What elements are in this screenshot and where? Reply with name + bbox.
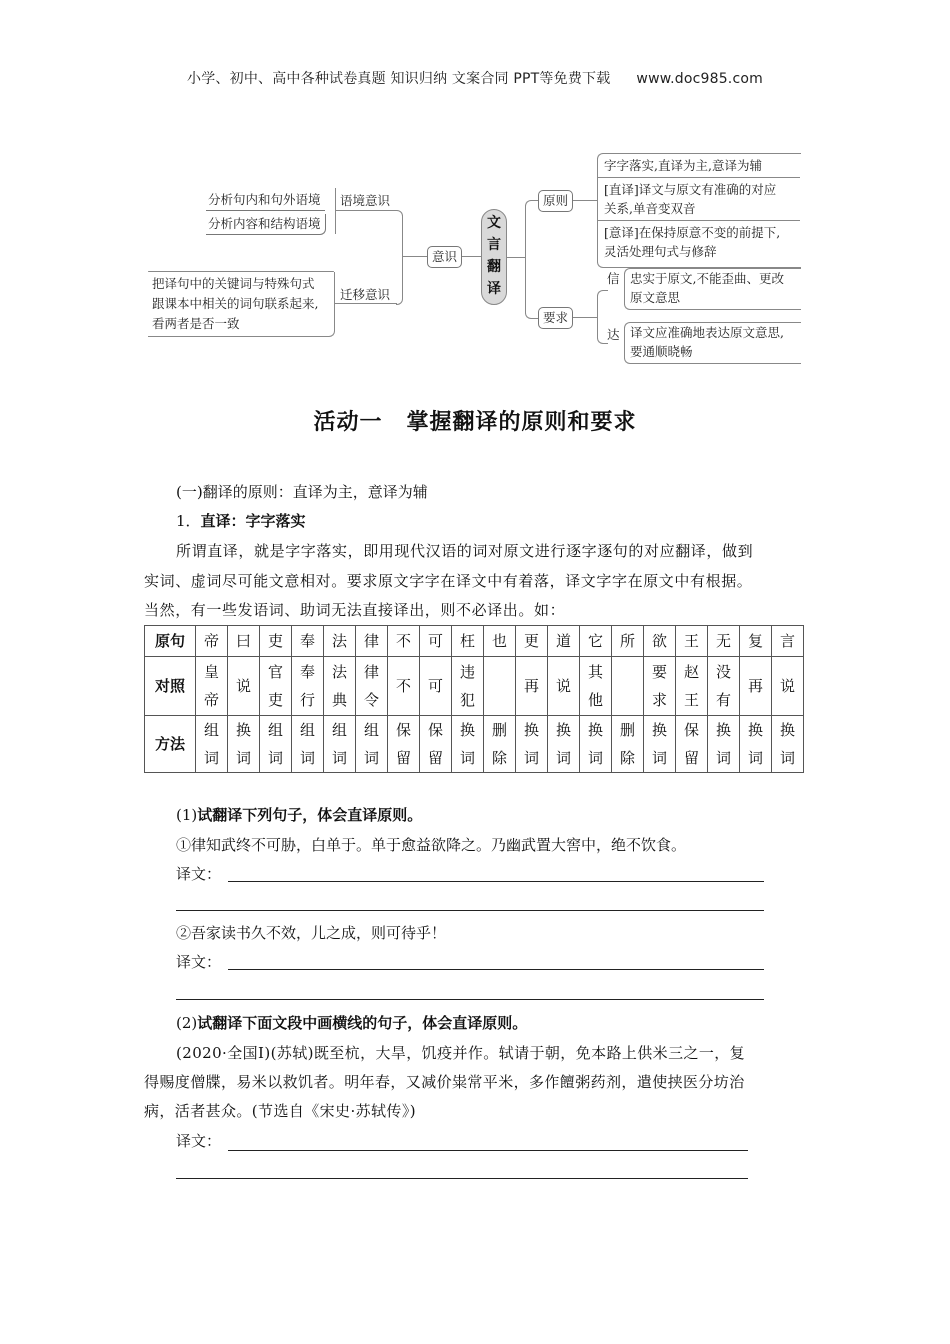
table-cell: 更	[516, 626, 548, 657]
table-cell	[388, 657, 420, 716]
cell-char: 典	[331, 691, 347, 709]
row-header: 方法	[145, 716, 196, 773]
cell-char: 词	[779, 749, 795, 767]
cell-char: 皇	[203, 663, 219, 681]
para-line: 实词、虚词尽可能文意相对。要求原文字字在译文中有着落，译文字字在原文中有根据。	[144, 572, 753, 590]
para-line: 所谓直译，就是字字落实，即用现代汉语的词对原文进行逐字逐句的对应翻译，做到	[176, 542, 754, 560]
cell-char: 王	[683, 691, 699, 709]
cell-char: 行	[299, 691, 315, 709]
mm-req-label-faithful: 信	[607, 271, 620, 286]
mm-connector	[402, 256, 427, 257]
cell-char: 词	[523, 749, 539, 767]
activity-name: 掌握翻译的原则和要求	[406, 410, 637, 435]
table-cell: 不	[388, 626, 420, 657]
banner-url[interactable]: www.doc985.com	[636, 71, 763, 87]
cell-char: 说	[235, 677, 251, 695]
cell-char: 词	[651, 749, 667, 767]
passage-line: 病，活者甚众。(节选自《宋史·苏轼传》)	[144, 1102, 416, 1120]
table-cell	[580, 657, 612, 716]
mm-item-transfer-1: 把译句中的关键词与特殊句式	[152, 276, 315, 291]
table-cell	[196, 716, 228, 773]
table-cell	[452, 657, 484, 716]
cell-char: 词	[459, 749, 475, 767]
table-cell	[260, 657, 292, 716]
mm-req-expressive-1: 译文应准确地表达原文意思,	[630, 325, 784, 340]
table-cell: 吏	[260, 626, 292, 657]
table-cell	[548, 716, 580, 773]
cell-char: 换	[459, 721, 475, 739]
mm-connector	[335, 188, 336, 234]
table-cell: 复	[740, 626, 772, 657]
cell-char: 留	[683, 749, 699, 767]
table-cell: 可	[420, 626, 452, 657]
cell-char: 可	[427, 677, 443, 695]
table-cell	[420, 657, 452, 716]
table-cell	[772, 657, 804, 716]
cell-char: 组	[267, 721, 283, 739]
mm-branch-transfer-awareness: 迁移意识	[340, 287, 391, 302]
table-cell	[708, 716, 740, 773]
cell-char: 删	[619, 721, 635, 739]
passage-line: 得赐度僧牒，易米以救饥者。明年春，又减价粜常平米，多作饘粥药剂，遣使挟医分坊治	[144, 1073, 745, 1091]
mm-connector	[573, 317, 597, 318]
mm-node-requirement: 要求	[538, 307, 573, 329]
mm-connector	[335, 303, 397, 304]
table-row-compare	[145, 657, 804, 716]
cell-char: 再	[523, 677, 539, 695]
table-cell	[292, 657, 324, 716]
mm-divider	[598, 177, 800, 178]
answer-line[interactable]	[176, 910, 764, 911]
answer-label: 译文：	[176, 1132, 222, 1150]
answer-line[interactable]	[176, 1178, 748, 1179]
answer-line[interactable]	[228, 969, 764, 970]
exercise1-number: (1)	[176, 806, 198, 824]
table-cell	[228, 716, 260, 773]
table-cell	[356, 716, 388, 773]
mm-req-faithful-1: 忠实于原文,不能歪曲、更改	[630, 271, 784, 286]
table-cell: 曰	[228, 626, 260, 657]
cell-char: 其	[587, 663, 603, 681]
exercise1-q2: ②吾家读书久不效，儿之成，则可待乎！	[176, 924, 447, 942]
table-cell	[292, 716, 324, 773]
cell-char: 不	[395, 677, 411, 695]
cell-char: 说	[779, 677, 795, 695]
mm-item-transfer-2: 跟课本中相关的词句联系起来,	[152, 296, 319, 311]
cell-char: 换	[779, 721, 795, 739]
cell-char: 组	[203, 721, 219, 739]
table-cell: 欲	[644, 626, 676, 657]
subsection-title: 直译：字字落实	[200, 512, 306, 530]
answer-line[interactable]	[176, 999, 764, 1000]
cell-char: 词	[331, 749, 347, 767]
cell-char: 除	[491, 749, 507, 767]
table-cell	[516, 716, 548, 773]
center-char: 翻	[487, 259, 501, 275]
cell-char: 法	[331, 663, 347, 681]
table-cell	[484, 657, 516, 716]
activity-number: 活动一	[313, 410, 383, 435]
cell-char: 律	[363, 663, 379, 681]
table-cell	[644, 716, 676, 773]
mm-connector	[462, 256, 481, 257]
exercise1-prompt	[176, 805, 422, 825]
table-cell	[516, 657, 548, 716]
mm-node-principle: 原则	[538, 190, 573, 212]
table-cell	[708, 657, 740, 716]
cell-char: 吏	[267, 691, 283, 709]
cell-char: 帝	[203, 691, 219, 709]
exercise2-prompt	[176, 1013, 527, 1033]
table-cell: 也	[484, 626, 516, 657]
mm-item-context-1: 分析句内和句外语境	[206, 190, 325, 211]
table-cell	[612, 657, 644, 716]
mm-req-expressive-2: 要通顺晓畅	[630, 344, 693, 359]
cell-char: 违	[459, 663, 475, 681]
cell-char: 留	[427, 749, 443, 767]
cell-char: 换	[651, 721, 667, 739]
mm-connector	[148, 271, 334, 272]
cell-char: 求	[651, 691, 667, 709]
mm-connector	[507, 257, 525, 258]
cell-char: 组	[331, 721, 347, 739]
passage-line: (2020·全国Ⅰ)(苏轼)既至杭，大旱，饥疫并作。轼请于朝，免本路上供米三之一，复	[176, 1044, 746, 1062]
cell-char: 保	[427, 721, 443, 739]
table-cell: 枉	[452, 626, 484, 657]
subsection-heading	[176, 511, 306, 531]
table-cell	[260, 716, 292, 773]
cell-char: 词	[587, 749, 603, 767]
answer-label: 译文：	[176, 953, 222, 971]
cell-char: 没	[715, 663, 731, 681]
cell-char: 保	[395, 721, 411, 739]
row-header: 原句	[145, 626, 196, 657]
mm-req-faithful-2: 原文意思	[630, 290, 681, 305]
mm-center-node	[481, 209, 507, 305]
mm-principle-item-3a: [意译]在保持原意不变的前提下,	[604, 225, 781, 240]
table-cell	[324, 716, 356, 773]
table-cell	[772, 716, 804, 773]
mm-req-label-expressive: 达	[607, 327, 620, 342]
cell-char: 词	[235, 749, 251, 767]
cell-char: 组	[299, 721, 315, 739]
cell-char: 词	[555, 749, 571, 767]
exercise2-number: (2)	[176, 1014, 198, 1032]
table-cell	[580, 716, 612, 773]
table-cell: 律	[356, 626, 388, 657]
answer-label: 译文：	[176, 865, 222, 883]
mm-branch-context-awareness: 语境意识	[340, 193, 391, 208]
site-banner	[0, 68, 950, 88]
row-header: 对照	[145, 657, 196, 716]
cell-char: 要	[651, 663, 667, 681]
cell-char: 换	[555, 721, 571, 739]
cell-char: 奉	[299, 663, 315, 681]
table-cell	[228, 657, 260, 716]
cell-char: 组	[363, 721, 379, 739]
cell-char: 词	[363, 749, 379, 767]
mm-principle-item-1: 字字落实,直译为主,意译为辅	[604, 158, 762, 173]
cell-char: 词	[747, 749, 763, 767]
exercise1-q1: ①律知武终不可胁，白单于。单于愈益欲降之。乃幽武置大窖中，绝不饮食。	[176, 836, 687, 854]
mm-principle-item-2a: [直译]译文与原文有准确的对应	[604, 182, 777, 197]
table-cell	[612, 716, 644, 773]
mm-bracket-left	[396, 210, 403, 305]
cell-char: 有	[715, 691, 731, 709]
cell-char: 词	[267, 749, 283, 767]
table-cell	[676, 716, 708, 773]
cell-char: 词	[715, 749, 731, 767]
activity-title	[0, 405, 950, 436]
table-cell	[484, 716, 516, 773]
table-cell: 王	[676, 626, 708, 657]
mm-bracket-right	[525, 200, 540, 319]
subsection-number: 1．	[176, 512, 201, 530]
exercise1-text: 试翻译下列句子，体会直译原则。	[197, 806, 423, 824]
cell-char: 他	[587, 691, 603, 709]
table-row-method	[145, 716, 804, 773]
table-cell: 法	[324, 626, 356, 657]
mm-divider	[598, 220, 800, 221]
answer-line[interactable]	[228, 1150, 748, 1151]
center-char: 文	[487, 215, 501, 231]
table-cell	[548, 657, 580, 716]
exercise2-text: 试翻译下面文段中画横线的句子，体会直译原则。	[197, 1014, 528, 1032]
table-cell: 无	[708, 626, 740, 657]
center-char: 言	[487, 237, 501, 253]
cell-char: 换	[235, 721, 251, 739]
table-cell: 所	[612, 626, 644, 657]
section-heading: (一)翻译的原则：直译为主，意译为辅	[176, 483, 428, 501]
answer-line[interactable]	[228, 881, 764, 882]
mm-node-awareness: 意识	[427, 246, 462, 268]
table-cell	[196, 657, 228, 716]
center-char: 译	[487, 281, 501, 297]
table-row-original	[145, 626, 804, 657]
mm-item-context-2: 分析内容和结构语境	[206, 214, 326, 235]
translation-table	[144, 625, 804, 773]
cell-char: 换	[587, 721, 603, 739]
cell-char: 官	[267, 663, 283, 681]
mm-principle-item-2b: 关系,单音变双音	[604, 201, 696, 216]
cell-char: 换	[715, 721, 731, 739]
cell-char: 词	[299, 749, 315, 767]
cell-char: 删	[491, 721, 507, 739]
cell-char: 词	[203, 749, 219, 767]
table-cell: 道	[548, 626, 580, 657]
table-cell	[740, 716, 772, 773]
mm-connector	[573, 200, 597, 201]
cell-char: 换	[747, 721, 763, 739]
table-cell	[452, 716, 484, 773]
cell-char: 除	[619, 749, 635, 767]
table-cell	[356, 657, 388, 716]
table-cell	[388, 716, 420, 773]
cell-char: 犯	[459, 691, 475, 709]
mm-item-transfer-3: 看两者是否一致	[152, 316, 240, 331]
table-cell: 帝	[196, 626, 228, 657]
cell-char: 再	[747, 677, 763, 695]
mm-connector	[335, 210, 397, 211]
cell-char: 赵	[683, 663, 699, 681]
cell-char: 保	[683, 721, 699, 739]
table-cell: 它	[580, 626, 612, 657]
cell-char: 换	[523, 721, 539, 739]
table-cell	[740, 657, 772, 716]
table-cell	[420, 716, 452, 773]
table-cell: 言	[772, 626, 804, 657]
para-line: 当然，有一些发语词、助词无法直接译出，则不必译出。如：	[144, 601, 566, 619]
table-cell	[324, 657, 356, 716]
cell-char: 留	[395, 749, 411, 767]
cell-char: 说	[555, 677, 571, 695]
cell-char: 令	[363, 691, 379, 709]
table-cell: 奉	[292, 626, 324, 657]
table-cell	[644, 657, 676, 716]
table-cell	[676, 657, 708, 716]
mm-principle-item-3b: 灵活处理句式与修辞	[604, 244, 717, 259]
banner-text: 小学、初中、高中各种试卷真题 知识归纳 文案合同 PPT等免费下载	[187, 71, 611, 87]
